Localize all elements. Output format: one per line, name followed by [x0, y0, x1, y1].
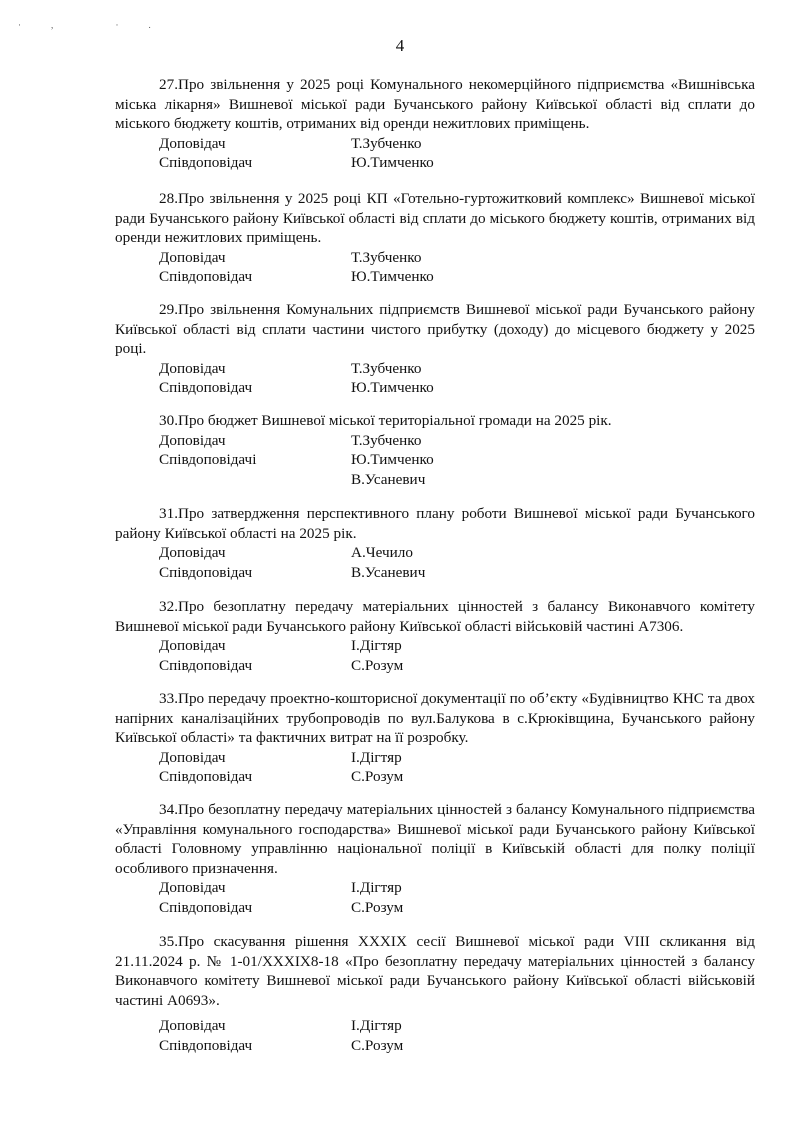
agenda-item-30 — [115, 411, 755, 489]
agenda-item-title: 27.Про звільнення у 2025 році Комунального некомерційного підприємства «Вишнівська міська лікарня» Вишневої міської ради Бучанського району Київської області від сплати до міського бюджету коштів, отриманих від оренди нежитлових приміщень. — [115, 76, 755, 132]
speaker-name: Ю.Тимченко — [351, 154, 434, 171]
speaker-row — [115, 359, 755, 379]
speaker-role: Співдоповідач — [159, 898, 253, 916]
speaker-name: Ю.Тимченко — [351, 451, 434, 468]
speaker-role: Доповідач — [159, 248, 226, 266]
speaker-role: Доповідач — [159, 431, 226, 449]
speaker-name: С.Розум — [351, 768, 404, 785]
speaker-name: І.Дігтяр — [351, 1017, 402, 1034]
agenda-item-title: 31.Про затвердження перспективного плану роботи Вишневої міської ради Бучанського району Київської області на 2025 рік. — [115, 505, 755, 542]
speaker-name: Ю.Тимченко — [351, 379, 434, 396]
speaker-name: Т.Зубченко — [351, 359, 422, 377]
agenda-item-28 — [115, 189, 755, 287]
speaker-row — [115, 543, 755, 563]
speaker-role: Співдоповідачі — [159, 451, 257, 468]
speaker-row — [115, 134, 755, 154]
speaker-role: Співдоповідач — [159, 768, 253, 785]
speaker-role: Доповідач — [159, 134, 226, 152]
agenda-item-29 — [115, 300, 755, 398]
agenda-item-title: 32.Про безоплатну передачу матеріальних цінностей з балансу Виконавчого комітету Вишневої міської ради Бучанського району Київської області військовій частині А7306. — [115, 598, 755, 635]
speaker-row — [115, 431, 755, 451]
speaker-row — [115, 656, 755, 676]
agenda-item-27 — [115, 75, 755, 173]
speaker-name: І.Дігтяр — [351, 637, 402, 654]
speaker-name: В.Усаневич — [351, 563, 426, 581]
speaker-name: І.Дігтяр — [351, 748, 402, 766]
speaker-role: Доповідач — [159, 544, 226, 561]
speaker-role: Співдоповідач — [159, 563, 253, 581]
speaker-name: Т.Зубченко — [351, 431, 422, 449]
scan-specks: ·, ·. — [18, 20, 181, 30]
agenda-item-title: 35.Про скасування рішення XXXIX сесії Вишневої міської ради VIII скликання від 21.11.2024 р. № 1-01/XXXIX8-18 «Про безоплатну передачу матеріальних цінностей з балансу Виконавчого комітету Вишневої міської ради Бучанського району Київської області військовій частині А0693». — [115, 933, 755, 1009]
agenda-item-32 — [115, 597, 755, 675]
speaker-row — [115, 153, 755, 173]
speaker-row — [115, 248, 755, 268]
speaker-name: С.Розум — [351, 898, 404, 916]
speaker-row — [115, 767, 755, 787]
speaker-name: С.Розум — [351, 656, 404, 674]
speaker-role: Доповідач — [159, 637, 226, 654]
speaker-name: С.Розум — [351, 1036, 404, 1054]
agenda-item-title: 34.Про безоплатну передачу матеріальних цінностей з балансу Комунального підприємства «Управління комунального господарства» Вишневої міської ради Бучанського району Київської області Головному управлінню національної поліції в Київській області для полку поліції особливого призначення. — [115, 801, 755, 877]
speaker-role: Доповідач — [159, 359, 226, 377]
speaker-name: Ю.Тимченко — [351, 268, 434, 285]
agenda-item-34 — [115, 800, 755, 917]
speaker-name: Т.Зубченко — [351, 248, 422, 266]
agenda-item-31 — [115, 504, 755, 582]
page-number: 4 — [395, 36, 405, 55]
speaker-row — [115, 898, 755, 918]
speaker-role: Співдоповідач — [159, 268, 253, 285]
agenda-item-33 — [115, 689, 755, 787]
agenda-item-35 — [115, 932, 755, 1055]
speaker-name: І.Дігтяр — [351, 879, 402, 896]
speaker-role: Співдоповідач — [159, 154, 253, 171]
agenda-item-title: 29.Про звільнення Комунальних підприємств Вишневої міської ради Бучанського району Київської області від сплати частини чистого прибутку (доходу) до місцевого бюджету у 2025 році. — [115, 301, 755, 357]
speaker-name: А.Чечило — [351, 544, 413, 561]
speaker-row — [115, 563, 755, 583]
agenda-item-title: 33.Про передачу проектно-кошторисної документації по об’єкту «Будівництво КНС та двох напірних каналізаційних трубопроводів по вул.Балукова в с.Крюківщина, Бучанського району Київської області» та фактичних витрат на її розробку. — [115, 690, 755, 746]
speaker-row — [115, 267, 755, 287]
speaker-row — [115, 748, 755, 768]
speaker-row — [115, 878, 755, 898]
speaker-row — [115, 450, 755, 489]
speaker-role: Співдоповідач — [159, 656, 253, 674]
speaker-row — [115, 378, 755, 398]
speaker-role: Співдоповідач — [159, 1036, 253, 1054]
speaker-row — [115, 1016, 755, 1036]
agenda-item-title: 30.Про бюджет Вишневої міської територіальної громади на 2025 рік. — [159, 412, 612, 429]
speaker-role: Співдоповідач — [159, 379, 253, 396]
speaker-role: Доповідач — [159, 1017, 226, 1034]
speaker-role: Доповідач — [159, 748, 226, 766]
speaker-name: В.Усаневич — [351, 470, 426, 488]
speaker-row — [115, 636, 755, 656]
speaker-name: Т.Зубченко — [351, 134, 422, 152]
speaker-role: Доповідач — [159, 879, 226, 896]
speaker-row — [115, 1036, 755, 1056]
agenda-item-title: 28.Про звільнення у 2025 році КП «Готельно-гуртожитковий комплекс» Вишневої міської ради Бучанського району Київської області від сплати до міського бюджету коштів, отриманих від оренди нежитлових приміщень. — [115, 190, 755, 246]
